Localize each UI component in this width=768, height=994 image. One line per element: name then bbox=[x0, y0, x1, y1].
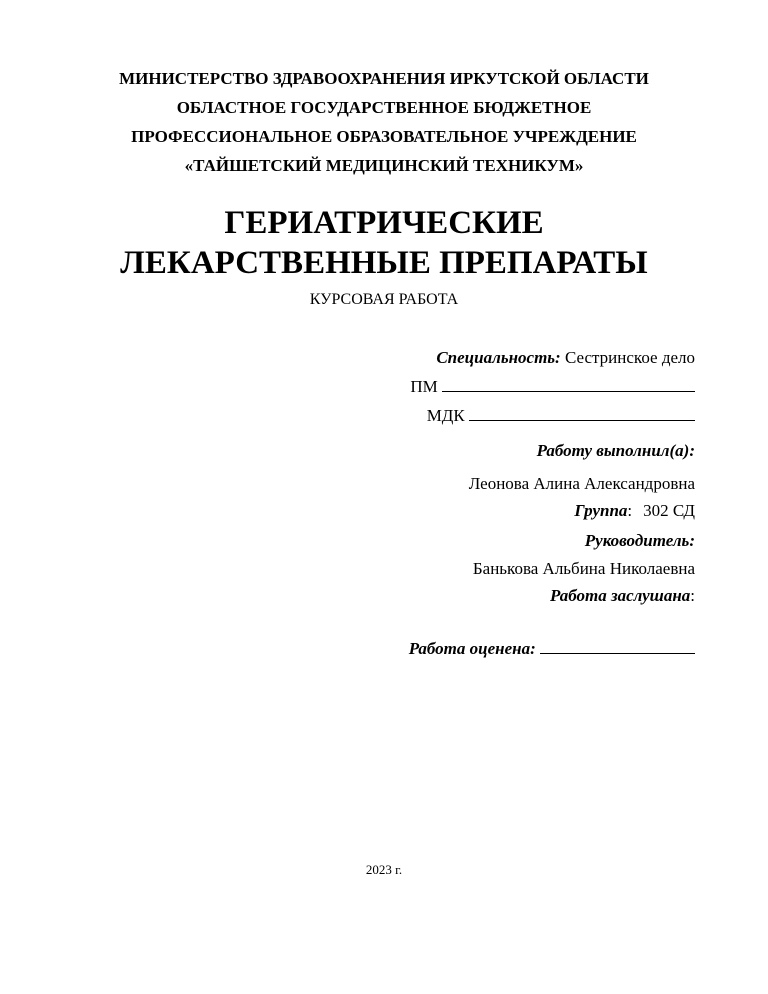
mdk-row bbox=[427, 405, 695, 427]
supervisor-label-row bbox=[585, 530, 695, 552]
author-name: Леонова Алина Александровна bbox=[468, 474, 695, 493]
document-title bbox=[0, 203, 768, 283]
group-colon: : bbox=[627, 501, 633, 520]
group-row bbox=[574, 500, 695, 522]
author-label: Работу выполнил(а): bbox=[536, 441, 695, 460]
supervisor-name: Банькова Альбина Николаевна bbox=[472, 559, 695, 578]
supervisor-value-row bbox=[473, 558, 695, 580]
mdk-blank-line bbox=[469, 406, 695, 421]
document-subtitle: КУРСОВАЯ РАБОТА bbox=[309, 291, 459, 308]
supervisor-label: Руководитель: bbox=[584, 531, 695, 550]
specialty-row bbox=[436, 347, 695, 369]
graded-label: Работа оценена: bbox=[408, 639, 536, 658]
header-line-professional: ПРОФЕССИОНАЛЬНОЕ ОБРАЗОВАТЕЛЬНОЕ УЧРЕЖДЕНИЕ bbox=[131, 127, 637, 146]
graded-blank-line bbox=[540, 639, 695, 654]
header-line-regional: ОБЛАСТНОЕ ГОСУДАРСТВЕННОЕ БЮДЖЕТНОЕ bbox=[176, 98, 592, 117]
title-line-1: ГЕРИАТРИЧЕСКИЕ bbox=[224, 205, 544, 241]
heard-row bbox=[550, 585, 695, 607]
pm-label: ПМ bbox=[410, 377, 442, 396]
graded-row bbox=[409, 638, 695, 660]
group-value: 302 СД bbox=[643, 501, 695, 520]
author-value-row bbox=[469, 473, 695, 495]
specialty-label: Специальность: bbox=[436, 348, 561, 367]
institution-header bbox=[0, 64, 768, 180]
group-label: Группа bbox=[574, 501, 628, 520]
title-line-2: ЛЕКАРСТВЕННЫЕ ПРЕПАРАТЫ bbox=[120, 245, 648, 281]
header-line-ministry: МИНИСТЕРСТВО ЗДРАВООХРАНЕНИЯ ИРКУТСКОЙ ОБЛАСТИ bbox=[119, 69, 649, 88]
heard-label: Работа заслушана bbox=[549, 586, 691, 605]
specialty-value: Сестринское дело bbox=[560, 348, 695, 367]
mdk-label: МДК bbox=[426, 406, 469, 425]
pm-row bbox=[410, 376, 695, 398]
header-line-technikum: «ТАЙШЕТСКИЙ МЕДИЦИНСКИЙ ТЕХНИКУМ» bbox=[184, 156, 584, 175]
author-label-row bbox=[537, 440, 695, 462]
heard-colon: : bbox=[690, 586, 695, 605]
pm-blank-line bbox=[442, 377, 695, 392]
document-year: 2023 г. bbox=[365, 862, 403, 877]
